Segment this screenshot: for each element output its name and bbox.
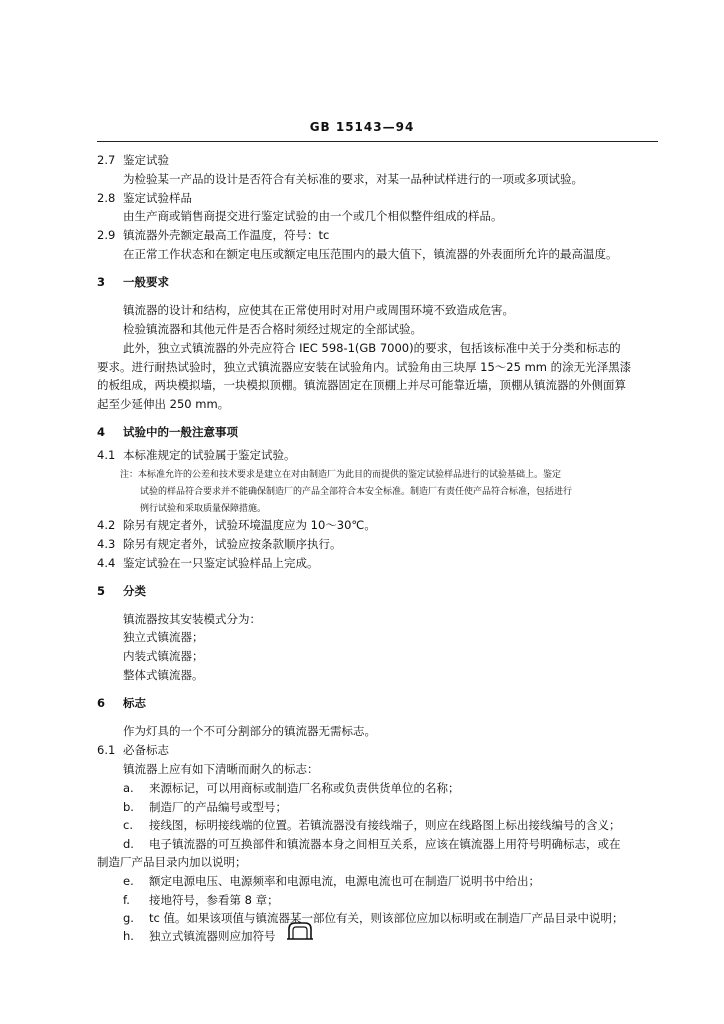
list-item <box>123 781 460 795</box>
item-text: 独立式镇流器则应加符号 <box>149 929 276 943</box>
clause-text: 除另有规定者外，试验环境温度应为 10～30℃。 <box>123 518 376 532</box>
item-marker: f. <box>123 893 130 907</box>
list-item <box>123 911 623 925</box>
paragraph-line: 的板组成，两块模拟墙，一块模拟顶棚。镇流器固定在顶棚上并尽可能靠近墙，顶棚从镇流器的外侧面算 <box>97 378 626 392</box>
clause-2-8-title <box>97 191 192 205</box>
clause-title: 鉴定试验 <box>123 153 169 167</box>
section-3-heading <box>97 275 169 289</box>
section-title: 一般要求 <box>123 275 169 289</box>
page-header: GB 15143—94 <box>309 120 415 134</box>
note-line: 例行试验和采取质量保障措施。 <box>140 504 267 514</box>
paragraph-line: 作为灯具的一个不可分割部分的镇流器无需标志。 <box>123 724 376 738</box>
item-marker: c. <box>123 818 133 832</box>
clause-2-9-body: 在正常工作状态和在额定电压或额定电压范围内的最大值下，镇流器的外表面所允许的最高温度。 <box>123 247 618 261</box>
list-item <box>123 929 276 943</box>
clause-number: 4.3 <box>97 537 116 551</box>
item-text: 制造厂的产品编号或型号； <box>149 800 287 814</box>
item-text: tc 值。如果该项值与镇流器某一部位有关，则该部位应加以标明或在制造厂产品目录中说明； <box>149 911 624 925</box>
clause-4-2 <box>97 518 376 532</box>
list-item: 内装式镇流器； <box>123 649 204 663</box>
note-line: 试验的样品符合要求并不能确保制造厂的产品全部符合本安全标准。制造厂有责任使产品符合标准，包括进行 <box>140 487 573 497</box>
item-marker: g. <box>123 911 134 925</box>
paragraph-line: 此外，独立式镇流器的外壳应符合 IEC 598-1(GB 7000)的要求，包括该标准中关于分类和标志的 <box>123 341 621 355</box>
section-5-heading <box>97 584 146 598</box>
clause-2-7-title <box>97 153 169 167</box>
clause-title: 鉴定试验样品 <box>123 191 192 205</box>
clause-4-3 <box>97 537 342 551</box>
clause-number: 2.7 <box>97 153 116 167</box>
section-title: 标志 <box>123 696 146 710</box>
clause-number: 2.9 <box>97 228 116 242</box>
section-number: 4 <box>97 425 106 439</box>
item-marker: b. <box>123 800 134 814</box>
item-marker: a. <box>123 781 134 795</box>
list-item <box>123 893 279 907</box>
section-title: 分类 <box>123 584 146 598</box>
section-4-heading <box>97 425 238 439</box>
section-number: 3 <box>97 275 106 289</box>
clause-4-1 <box>97 448 296 462</box>
list-item <box>123 818 621 832</box>
item-text: 来源标记，可以用商标或制造厂名称或负责供货单位的名称； <box>149 781 460 795</box>
list-item <box>123 837 621 851</box>
clause-2-9-title <box>97 228 329 242</box>
clause-2-7-body: 为检验某一产品的设计是否符合有关标准的要求，对某一品种试样进行的一项或多项试验。 <box>123 172 583 186</box>
clause-number: 4.4 <box>97 556 116 570</box>
clause-number: 6.1 <box>97 743 116 757</box>
section-number: 6 <box>97 696 106 710</box>
clause-title: 必备标志 <box>123 743 169 757</box>
list-item: 整体式镇流器。 <box>123 668 204 682</box>
clause-text: 除另有规定者外，试验应按条款顺序执行。 <box>123 537 342 551</box>
paragraph-line: 镇流器的设计和结构，应使其在正常使用时对用户或周围环境不致造成危害。 <box>123 303 514 317</box>
item-text: 额定电源电压、电源频率和电源电流，电源电流也可在制造厂说明书中给出； <box>149 874 540 888</box>
clause-6-1-title <box>97 743 169 757</box>
paragraph-line: 起至少延伸出 250 mm。 <box>97 397 230 411</box>
paragraph-line: 制造厂产品目录内加以说明； <box>97 855 247 869</box>
item-text: 接线图，标明接线端的位置。若镇流器没有接线端子，则应在线路图上标出接线编号的含义； <box>149 818 621 832</box>
item-marker: h. <box>123 929 134 943</box>
independent-ballast-symbol-icon <box>285 921 315 941</box>
clause-4-4 <box>97 556 319 570</box>
item-marker: e. <box>123 874 134 888</box>
clause-text: 本标准规定的试验属于鉴定试验。 <box>123 448 296 462</box>
clause-2-8-body: 由生产商或销售商提交进行鉴定试验的由一个或几个相似整件组成的样品。 <box>123 209 503 223</box>
clause-number: 4.1 <box>97 448 116 462</box>
list-item: 独立式镇流器； <box>123 630 204 644</box>
item-marker: d. <box>123 837 134 851</box>
note-line: 注：本标准允许的公差和技术要求是建立在对由制造厂为此目的而提供的鉴定试验样品进行的试验基础上。鉴定 <box>120 470 562 480</box>
header-rule <box>97 141 658 142</box>
paragraph-line: 要求。进行耐热试验时，独立式镇流器应安装在试验角内。试验角由三块厚 15～25 mm 的涂无光泽黑漆 <box>97 360 632 374</box>
clause-number: 2.8 <box>97 191 116 205</box>
paragraph-line: 镇流器上应有如下清晰而耐久的标志： <box>123 762 319 776</box>
clause-text: 鉴定试验在一只鉴定试验样品上完成。 <box>123 556 319 570</box>
section-number: 5 <box>97 584 106 598</box>
paragraph-line: 镇流器按其安装模式分为： <box>123 612 261 626</box>
clause-title: 镇流器外壳额定最高工作温度，符号：tc <box>123 228 330 242</box>
item-text: 电子镇流器的可互换部件和镇流器本身之间相互关系，应该在镇流器上用符号明确标志，或在 <box>149 837 621 851</box>
section-title: 试验中的一般注意事项 <box>123 425 238 439</box>
list-item <box>123 874 540 888</box>
item-text: 接地符号，参看第 8 章； <box>149 893 279 907</box>
paragraph-line: 检验镇流器和其他元件是否合格时须经过规定的全部试验。 <box>123 322 422 336</box>
clause-number: 4.2 <box>97 518 116 532</box>
list-item <box>123 800 287 814</box>
section-6-heading <box>97 696 146 710</box>
